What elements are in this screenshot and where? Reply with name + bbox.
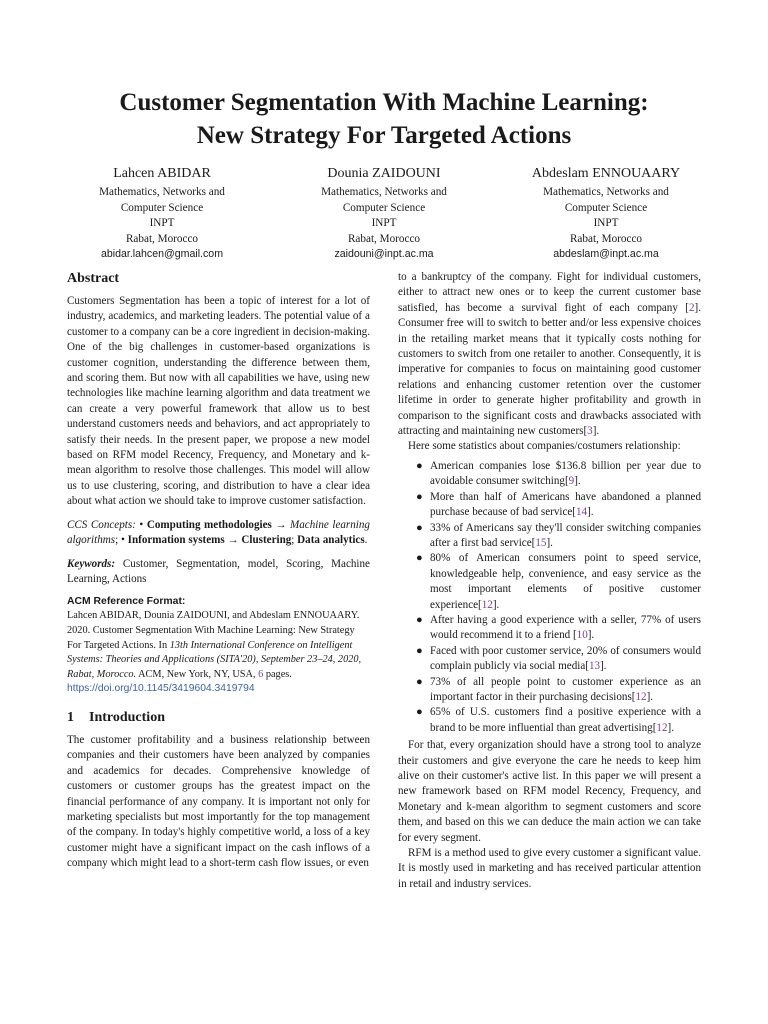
citation-link[interactable]: 10 bbox=[576, 629, 588, 642]
author-institution: INPT bbox=[371, 217, 397, 230]
citation-link[interactable]: 9 bbox=[568, 475, 575, 488]
citation-link[interactable]: 12 bbox=[656, 721, 668, 734]
keywords-label: Keywords: bbox=[67, 557, 116, 570]
citation-link[interactable]: 12 bbox=[635, 690, 647, 703]
introduction-text: The customer profitability and a business relationship between companies and their customers have been analyzed by companies and academics for decades. Comprehensive knowledge of customers or customer groups has the greatest impact on the financial performance of any company. It is important not only for marketing specialists but most importantly for the top management of the company. In today's highly competitive world, a loss of a key customer might have a significant impact on the cash inflows of a company which might lead to a short-term cash flow issues, or even bbox=[67, 733, 370, 870]
bullet-icon: ● bbox=[416, 644, 423, 657]
author-location: Rabat, Morocco bbox=[125, 232, 199, 245]
author-email[interactable]: abidar.lahcen@gmail.com bbox=[100, 248, 224, 261]
citation-link[interactable]: 15 bbox=[535, 536, 547, 549]
paragraph-text: ]. Consumer free will to switch to better and/or less expensive choices in the retailing market means that it typically costs nothing for customers to switch from one retailer to another. Consequently, it is imperative for companies to focus on maintaining good customer relations and enhancing customer retention over the customer lifetime in order to generate higher profitability and growth in comparison to the significant costs and drawbacks associated with attracting and maintaining new customers[ bbox=[398, 301, 701, 438]
ccs-separator: ; bbox=[291, 534, 295, 547]
statistics-intro: Here some statistics about companies/costumers relationship: bbox=[408, 440, 681, 453]
author-email[interactable]: abdeslam@inpt.ac.ma bbox=[553, 248, 659, 261]
author-affiliation: Mathematics, Networks and bbox=[543, 186, 669, 198]
author-block bbox=[62, 164, 706, 263]
bullet-icon: ● bbox=[416, 459, 423, 472]
keywords-text: Customer, Segmentation, model, Scoring, Machine Learning, Actions bbox=[67, 557, 370, 585]
statistics-list bbox=[398, 459, 701, 736]
abstract-text: Customers Segmentation has been a topic of interest for a lot of industry, academics, and marketing leaders. The potential value of a customer to a company can be a core ingredient in decision-making. One of the big challenges in customer-based organizations is customer cognition, understanding the difference between them, and scoring them. But now with all capabilities we have, using new technologies like machine learning algorithm and data treatment we can create a very powerful framework that allow us to best understand customers needs and behaviors, and act appropriately to satisfy their needs. In the present paper, we propose a new model based on RFM model Recency, Frequency, and Monetary and k-mean algorithm to resolve those challenges. This model will allow us to use clustering, scoring, and distribution to have a clear idea about what action we should take to improve customer satisfaction. bbox=[67, 295, 370, 508]
abstract-heading: Abstract bbox=[67, 271, 120, 286]
title-line-2: New Strategy For Targeted Actions bbox=[196, 122, 572, 149]
citation-link[interactable]: 3 bbox=[587, 425, 593, 438]
acm-reference-text bbox=[67, 609, 370, 697]
author-affiliation: Computer Science bbox=[120, 201, 204, 214]
introduction-heading bbox=[67, 709, 370, 727]
section-number: 1 bbox=[67, 709, 74, 725]
author-2 bbox=[284, 164, 484, 263]
author-name: Lahcen ABIDAR bbox=[113, 166, 211, 181]
ccs-item: Machine learning algorithms bbox=[67, 518, 370, 547]
ccs-item: Computing methodologies bbox=[146, 518, 272, 531]
ccs-item: Information systems bbox=[127, 534, 225, 547]
keywords bbox=[67, 557, 370, 588]
ccs-concepts bbox=[67, 518, 370, 549]
ccs-bullet: • bbox=[139, 518, 144, 531]
list-item: ● 65% of U.S. customers find a positive experience with a brand to be more influential than great advertising[12]. bbox=[416, 706, 701, 734]
author-affiliation: Mathematics, Networks and bbox=[99, 186, 225, 198]
list-item: ● After having a good experience with a seller, 77% of users would recommend it to a friend [10]. bbox=[416, 613, 701, 642]
author-affiliation: Computer Science bbox=[342, 201, 426, 214]
framework-paragraph: For that, every organization should have a strong tool to analyze their customers and give everyone the care he needs to keep him alive on their customer's active list. In this paper we will present a new framework based on RFM model Recency, Frequency, and Monetary and k-mean algorithm to segment customers and score them, and based on this we can deduce the main action we can take for every segment. bbox=[398, 739, 701, 844]
doi-link[interactable]: https://doi.org/10.1145/3419604.3419794 bbox=[67, 683, 255, 695]
list-item: ● 73% of all people point to customer experience as an important factor in their purchasing decisions[12]. bbox=[416, 675, 701, 703]
intro-continued-paragraph bbox=[398, 270, 701, 439]
author-affiliation: Mathematics, Networks and bbox=[321, 186, 447, 198]
ccs-label: CCS Concepts: bbox=[67, 518, 136, 531]
ccs-item: Clustering bbox=[241, 534, 292, 547]
bullet-icon: ● bbox=[416, 675, 423, 688]
list-item: ● Faced with poor customer service, 20% of consumers would complain publicly via social media[13]. bbox=[416, 644, 701, 673]
citation-link[interactable]: 2 bbox=[688, 301, 695, 314]
citation-link[interactable]: 13 bbox=[588, 660, 601, 673]
acm-reference-publisher: ACM, New York, NY, USA, bbox=[138, 668, 256, 680]
bullet-icon: ● bbox=[416, 552, 423, 565]
author-1 bbox=[62, 164, 262, 263]
paragraph-text: to a bankruptcy of the company. Fight for individual customers, either to attract new ones or to keep the current customer base satisfied, has become a survival fight of each company [ bbox=[398, 271, 701, 314]
ccs-bullet: • bbox=[120, 534, 125, 547]
author-location: Rabat, Morocco bbox=[569, 232, 643, 245]
ccs-arrow: → bbox=[275, 518, 287, 531]
section-title: Introduction bbox=[89, 709, 165, 725]
acm-reference-pages-label: pages. bbox=[265, 668, 292, 680]
ccs-end: . bbox=[364, 534, 368, 547]
bullet-icon: ● bbox=[416, 490, 423, 503]
ccs-arrow: → bbox=[227, 534, 239, 547]
acm-reference-pages-link[interactable]: 6 bbox=[258, 668, 264, 680]
author-name: Abdeslam ENNOUAARY bbox=[531, 166, 681, 181]
author-email[interactable]: zaidouni@inpt.ac.ma bbox=[334, 248, 434, 261]
author-3 bbox=[506, 164, 706, 263]
bullet-icon: ● bbox=[416, 613, 423, 626]
citation-link[interactable]: 14 bbox=[576, 506, 588, 519]
author-affiliation: Computer Science bbox=[564, 201, 648, 214]
paragraph-text: ]. bbox=[592, 425, 600, 438]
list-item: ● More than half of Americans have abandoned a planned purchase because of bad service[14]. bbox=[416, 490, 701, 519]
acm-reference-authors: Lahcen ABIDAR, Dounia ZAIDOUNI, and Abdeslam ENNOUAARY. 2020. Customer Segmentation With Machine Learning: New Strategy For Targeted Actions. In bbox=[67, 610, 360, 651]
title-line-1: Customer Segmentation With Machine Learning: bbox=[119, 89, 649, 116]
author-name: Dounia ZAIDOUNI bbox=[327, 166, 441, 181]
author-location: Rabat, Morocco bbox=[347, 232, 421, 245]
bullet-icon: ● bbox=[416, 706, 423, 719]
list-item: ● 80% of American consumers point to speed service, knowledgeable help, convenience, and easy service as the most important elements of positive customer experience[12]. bbox=[416, 552, 701, 611]
author-institution: INPT bbox=[149, 217, 175, 230]
author-institution: INPT bbox=[593, 217, 619, 230]
list-item: ● American companies lose $136.8 billion per year due to avoidable consumer switching[9]. bbox=[416, 459, 701, 488]
rfm-paragraph: RFM is a method used to give every customer a significant value. It is mostly used in marketing and has received particular attention in retail and industry services. bbox=[398, 847, 701, 890]
list-item: ● 33% of Americans say they'll consider switching companies after a first bad service[15]. bbox=[416, 521, 701, 549]
citation-link[interactable]: 12 bbox=[481, 598, 493, 611]
paper-title bbox=[40, 86, 728, 152]
ccs-separator: ; bbox=[115, 534, 119, 547]
bullet-icon: ● bbox=[416, 521, 423, 534]
left-column bbox=[67, 270, 370, 872]
ccs-item: Data analytics bbox=[297, 534, 365, 547]
right-column bbox=[398, 270, 701, 892]
acm-reference-venue: 13th International Conference on Intelligent Systems: Theories and Applications (SITA'20), September 23–24, 2020, Rabat, Morocco. bbox=[67, 639, 362, 680]
acm-reference-heading: ACM Reference Format: bbox=[67, 596, 186, 608]
